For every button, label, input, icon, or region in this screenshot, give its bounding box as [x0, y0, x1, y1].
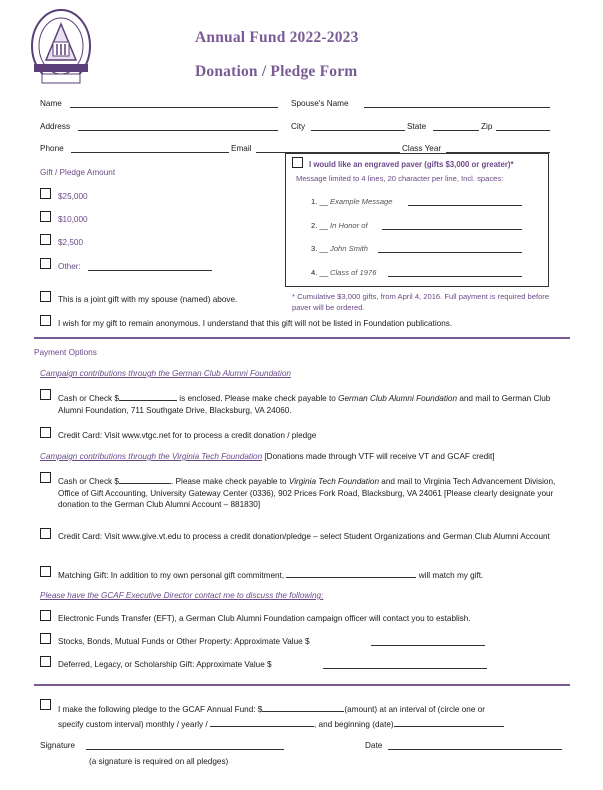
paver-line-2[interactable]: 2. __ In Honor of	[311, 221, 368, 230]
vtf-check-amount-field[interactable]	[119, 475, 171, 484]
gift-10000-checkbox[interactable]	[40, 211, 51, 222]
vtf-credit-label: Credit Card: Visit www.give.vt.edu to process a credit donation/pledge – select Student Organizations and German Club Alumni Account	[58, 532, 550, 541]
payment-heading: Payment Options	[34, 348, 97, 357]
class-year-field[interactable]	[446, 144, 550, 153]
pledge-interval-label: (amount) at an interval of (circle one or	[344, 705, 485, 714]
address-field[interactable]	[78, 122, 278, 131]
paver-placeholder: John Smith	[330, 244, 369, 253]
paver-line-number: 4.	[311, 268, 318, 277]
name-field[interactable]	[70, 99, 278, 108]
matching-gift-checkbox[interactable]	[40, 566, 51, 577]
spouse-label: Spouse's Name	[291, 99, 349, 108]
phone-label: Phone	[40, 144, 64, 153]
eft-checkbox[interactable]	[40, 610, 51, 621]
vtf-check-label: Cash or Check $	[58, 477, 119, 486]
pledge-label: I make the following pledge to the GCAF Annual Fund: $	[58, 705, 263, 714]
paver-placeholder: Class of 1976	[330, 268, 377, 277]
gift-other-label: Other:	[58, 262, 81, 271]
vtf-check-checkbox[interactable]	[40, 472, 51, 483]
matching-employer-field[interactable]	[286, 569, 416, 578]
vtf-heading-row	[40, 452, 495, 461]
gcaf-heading: Campaign contributions through the German Club Alumni Foundation	[40, 369, 291, 378]
anonymous-label: I wish for my gift to remain anonymous. I understand that this gift will not be listed in Foundation publications.	[58, 319, 453, 328]
paver-note: * Cumulative $3,000 gifts, from April 4, 2016. Full payment is required before paver will be ordered.	[292, 292, 550, 312]
paver-placeholder: Example Message	[330, 197, 393, 206]
gcaf-check-label: Cash or Check $	[58, 394, 119, 403]
deferred-checkbox[interactable]	[40, 656, 51, 667]
gcaf-check-desc: is enclosed. Please make check payable to	[179, 394, 339, 403]
stocks-label: Stocks, Bonds, Mutual Funds or Other Property: Approximate Value $	[58, 637, 310, 646]
phone-field[interactable]	[71, 144, 229, 153]
gcaf-check-text	[58, 392, 570, 416]
gcaf-credit-checkbox[interactable]	[40, 427, 51, 438]
date-label: Date	[365, 741, 383, 750]
spouse-field[interactable]	[364, 99, 550, 108]
anonymous-checkbox[interactable]	[40, 315, 51, 326]
pledge-checkbox[interactable]	[40, 699, 51, 710]
paver-title: I would like an engraved paver (gifts $3,000 or greater)*	[309, 160, 514, 169]
divider	[34, 337, 570, 339]
pledge-custom-interval-field[interactable]	[210, 718, 314, 727]
paver-line-3-field[interactable]	[378, 244, 522, 253]
paver-line-number: 2.	[311, 221, 318, 230]
deferred-label: Deferred, Legacy, or Scholarship Gift: Approximate Value $	[58, 660, 272, 669]
gift-25000-label: $25,000	[58, 192, 88, 201]
paver-line-1[interactable]: 1. __ Example Message	[311, 197, 393, 206]
stocks-value-field[interactable]	[371, 637, 485, 646]
vtf-heading-note: [Donations made through VTF will receive VT and GCAF credit]	[262, 452, 495, 461]
gcaf-check-payee: German Club Alumni Foundation	[338, 394, 458, 403]
pledge-beginning-label: , and beginning (date)	[313, 720, 394, 729]
pledge-interval-options: specify custom interval) monthly / yearly /	[58, 720, 208, 729]
paver-line-number: 1.	[311, 197, 318, 206]
gift-2500-label: $2,500	[58, 238, 84, 247]
paver-checkbox[interactable]	[292, 157, 303, 168]
matching-gift-suffix: will match my gift.	[418, 571, 484, 580]
email-label: Email	[231, 144, 252, 153]
signature-field[interactable]	[86, 741, 284, 750]
class-year-label: Class Year	[402, 144, 442, 153]
signature-label: Signature	[40, 741, 76, 750]
zip-field[interactable]	[496, 122, 550, 131]
gcaf-credit-label: Credit Card: Visit www.vtgc.net for to process a credit donation / pledge	[58, 431, 317, 440]
vtf-heading: Campaign contributions through the Virginia Tech Foundation	[40, 452, 263, 461]
gcaf-check-mail: and mail to German Club Alumni Foundation, 711 Southgate Drive, Blacksburg, VA 24060.	[58, 394, 551, 415]
paver-placeholder: In Honor of	[330, 221, 368, 230]
matching-gift-label: Matching Gift: In addition to my own personal gift commitment,	[58, 571, 285, 580]
page-title: Annual Fund 2022-2023	[195, 29, 359, 46]
pledge-begin-date-field[interactable]	[394, 718, 504, 727]
paver-line-1-field[interactable]	[408, 197, 522, 206]
vtf-check-desc: . Please make check payable to	[170, 477, 289, 486]
gift-10000-label: $10,000	[58, 215, 88, 224]
vtf-check-payee: Virginia Tech Foundation	[288, 477, 380, 486]
email-field[interactable]	[256, 144, 400, 153]
pledge-amount-field[interactable]	[262, 703, 344, 712]
gift-other-checkbox[interactable]	[40, 258, 51, 269]
city-field[interactable]	[311, 122, 405, 131]
german-club-seal	[30, 8, 92, 92]
gift-heading: Gift / Pledge Amount	[40, 168, 116, 177]
vtf-check-text	[58, 475, 558, 511]
gcaf-check-amount-field[interactable]	[119, 392, 177, 401]
signature-note: (a signature is required on all pledges)	[89, 757, 229, 766]
paver-line-3[interactable]: 3. __ John Smith	[311, 244, 369, 253]
city-label: City	[291, 122, 306, 131]
address-label: Address	[40, 122, 71, 131]
matching-gift-row	[58, 569, 483, 580]
gcaf-check-checkbox[interactable]	[40, 389, 51, 400]
paver-line-number: 3.	[311, 244, 318, 253]
divider	[34, 684, 570, 686]
paver-limit: Message limited to 4 lines, 20 character per line, Incl. spaces:	[296, 174, 504, 183]
pledge-row-2	[58, 718, 504, 729]
gift-other-field[interactable]	[88, 262, 212, 271]
gift-2500-checkbox[interactable]	[40, 234, 51, 245]
gift-25000-checkbox[interactable]	[40, 188, 51, 199]
vtf-credit-checkbox[interactable]	[40, 528, 51, 539]
state-label: State	[407, 122, 427, 131]
paver-line-4-field[interactable]	[388, 268, 522, 277]
zip-label: Zip	[481, 122, 493, 131]
page-subtitle: Donation / Pledge Form	[195, 63, 358, 80]
contact-heading: Please have the GCAF Executive Director contact me to discuss the following:	[40, 591, 324, 600]
joint-gift-checkbox[interactable]	[40, 291, 51, 302]
paver-line-4[interactable]: 4. __ Class of 1976	[311, 268, 377, 277]
state-field[interactable]	[433, 122, 479, 131]
joint-gift-label: This is a joint gift with my spouse (named) above.	[58, 295, 238, 304]
deferred-value-field[interactable]	[323, 660, 487, 669]
paver-line-2-field[interactable]	[382, 221, 522, 230]
stocks-checkbox[interactable]	[40, 633, 51, 644]
vtf-check-mail: and mail to Virginia Tech Advancement Division, Office of Gift Accounting, University Gateway Center (0336), 902 Prices Fork Road, Blacksburg, VA 24061 [Please clearly designate your donation to the German Club Alumni Account – 881830]	[58, 477, 556, 509]
date-field[interactable]	[388, 741, 562, 750]
pledge-row-1	[58, 703, 485, 714]
eft-label: Electronic Funds Transfer (EFT), a German Club Alumni Foundation campaign officer will contact you to establish.	[58, 614, 471, 623]
name-label: Name	[40, 99, 62, 108]
